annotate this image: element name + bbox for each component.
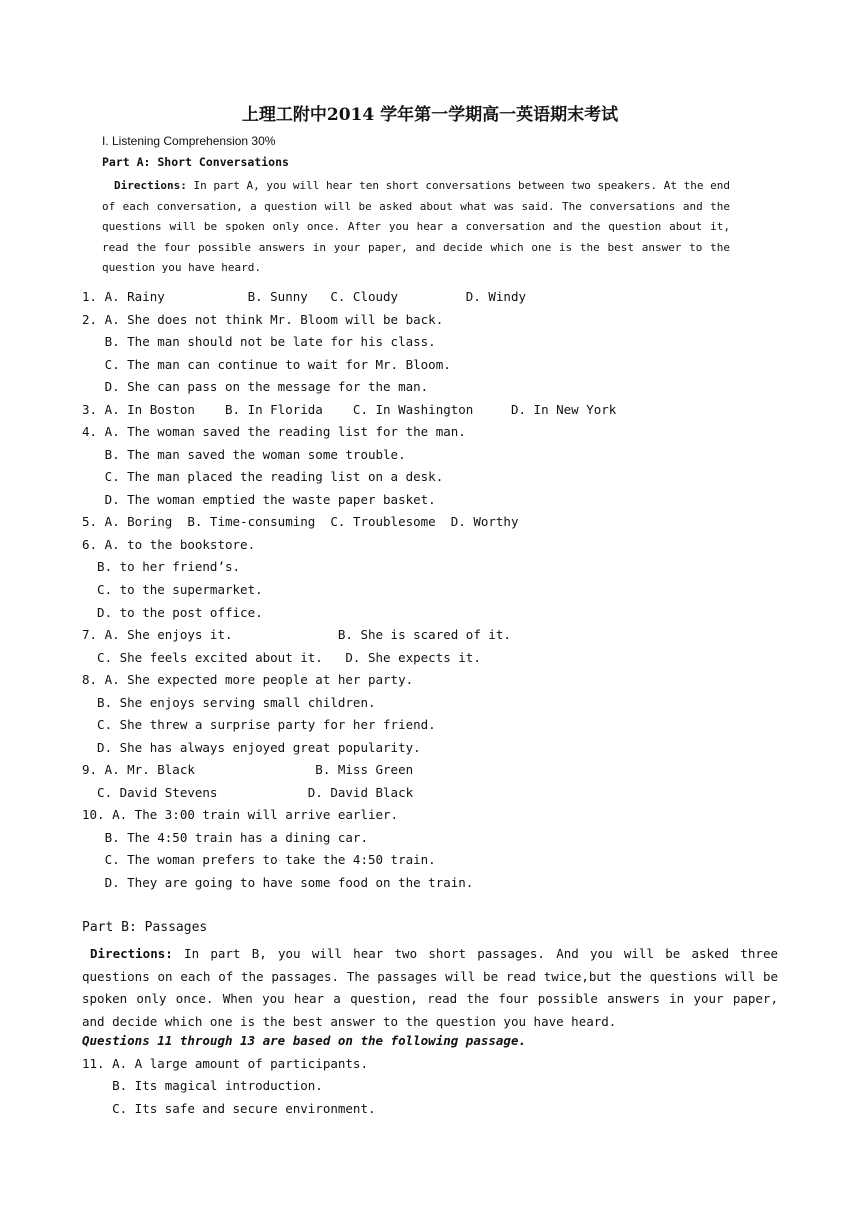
question-line: C. to the supermarket. (82, 582, 263, 597)
question-line: C. She threw a surprise party for her friend. (82, 717, 436, 732)
question-line: C. The man can continue to wait for Mr. Bloom. (82, 357, 451, 372)
part-b-heading: Part B: Passages (82, 920, 208, 935)
question-line: C. The woman prefers to take the 4:50 train. (82, 852, 436, 867)
question-line: D. She can pass on the message for the man. (82, 379, 429, 394)
question-line: 1. A. Rainy B. Sunny C. Cloudy D. Windy (82, 289, 527, 304)
question-line: 4. A. The woman saved the reading list for the man. (82, 424, 466, 439)
passage-intro: Questions 11 through 13 are based on the following passage. (82, 1033, 527, 1048)
question-line: B. Its magical introduction. (82, 1078, 323, 1093)
question-line: 11. A. A large amount of participants. (82, 1056, 368, 1071)
part-b-directions-label: Directions: (90, 946, 173, 961)
question-line: B. The 4:50 train has a dining car. (82, 830, 368, 845)
question-line: B. to her friend’s. (82, 559, 241, 574)
section-title: I. Listening Comprehension 30% (102, 134, 276, 148)
question-line: D. She has always enjoyed great popularity. (82, 740, 421, 755)
exam-title: 上理工附中2014 学年第一学期高一英语期末考试 (241, 105, 619, 125)
part-a-directions-label: Directions: (114, 179, 187, 192)
question-line: B. She enjoys serving small children. (82, 695, 376, 710)
question-line: C. She feels excited about it. D. She expects it. (82, 650, 481, 665)
question-line: D. They are going to have some food on the train. (82, 875, 474, 890)
question-line: 7. A. She enjoys it. B. She is scared of it. (82, 627, 511, 642)
question-line: C. David Stevens D. David Black (82, 785, 414, 800)
question-line: 6. A. to the bookstore. (82, 537, 256, 552)
question-line: B. The man saved the woman some trouble. (82, 447, 406, 462)
part-b-directions (82, 943, 778, 1033)
part-b-directions-text: In part B, you will hear two short passages. And you will be asked three questions on each of the passages. The passages will be read twice,but the questions will be spoken only once. When you hear a question, read the four possible answers in your paper, and decide which one is the best answer to the question you have heard. (82, 946, 778, 1029)
question-line: 2. A. She does not think Mr. Bloom will be back. (82, 312, 444, 327)
question-line: C. Its safe and secure environment. (82, 1101, 376, 1116)
question-line: D. The woman emptied the waste paper basket. (82, 492, 436, 507)
question-line: 9. A. Mr. Black B. Miss Green (82, 762, 414, 777)
question-line: 10. A. The 3:00 train will arrive earlier. (82, 807, 399, 822)
part-a-directions (102, 176, 730, 279)
question-line: 3. A. In Boston B. In Florida C. In Washington D. In New York (82, 402, 617, 417)
part-a-heading: Part A: Short Conversations (102, 155, 289, 169)
question-line: C. The man placed the reading list on a desk. (82, 469, 444, 484)
part-a-directions-text: In part A, you will hear ten short conversations between two speakers. At the end of each conversation, a question will be asked about what was said. The conversations and the questions will be spoken only once. After you hear a conversation and the question about it, read the four possible answers in your paper, and decide which one is the best answer to the question you have heard. (102, 179, 730, 275)
question-line: 5. A. Boring B. Time-consuming C. Troublesome D. Worthy (82, 514, 519, 529)
question-line: D. to the post office. (82, 605, 263, 620)
question-line: B. The man should not be late for his class. (82, 334, 436, 349)
question-line: 8. A. She expected more people at her party. (82, 672, 414, 687)
